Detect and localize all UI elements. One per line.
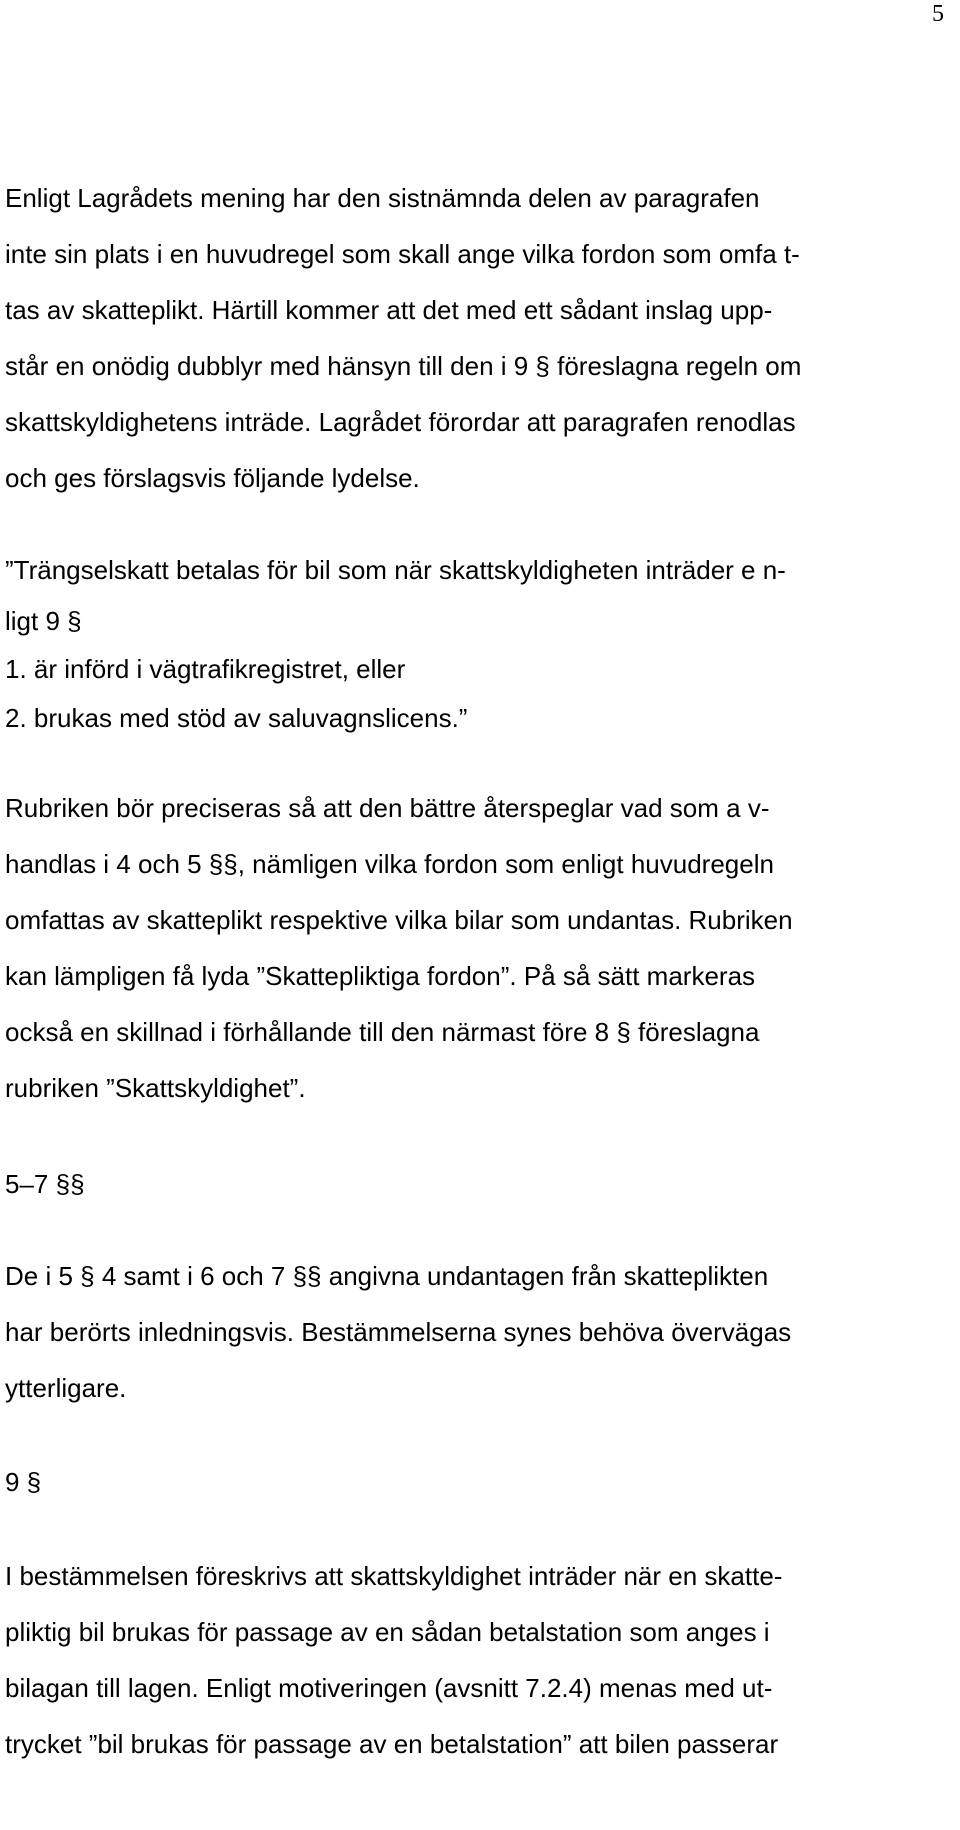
list-item: 1. är införd i vägtrafikregistret, eller: [5, 654, 406, 684]
paragraph: [5, 1248, 955, 1416]
section-heading: [5, 1454, 955, 1510]
document-body: [5, 170, 955, 1772]
text-line: rubriken ”Skattskyldighet”.: [5, 1073, 306, 1103]
text-line: trycket ”bil brukas för passage av en betalstation” att bilen passerar: [5, 1729, 779, 1759]
text-line: omfattas av skatteplikt respektive vilka bilar som undantas. Rubriken: [5, 905, 793, 935]
paragraph-gap: [5, 1212, 955, 1248]
section-heading: [5, 1156, 955, 1212]
text-line: I bestämmelsen föreskrivs att skattskyldighet inträder när en skatte-: [5, 1561, 783, 1591]
text-line: inte sin plats i en huvudregel som skall ange vilka fordon som omfa t-: [5, 239, 800, 269]
paragraph-gap: [5, 1510, 955, 1548]
text-line: De i 5 § 4 samt i 6 och 7 §§ angivna undantagen från skatteplikten: [5, 1261, 769, 1291]
paragraph-gap: [5, 506, 955, 542]
text-line: och ges förslagsvis följande lydelse.: [5, 463, 420, 493]
paragraph: [5, 780, 955, 1116]
text-line: bilagan till lagen. Enligt motiveringen (avsnitt 7.2.4) menas med ut-: [5, 1673, 773, 1703]
text-line: ytterligare.: [5, 1373, 127, 1403]
text-line: ”Trängselskatt betalas för bil som när skattskyldigheten inträder e n-: [5, 555, 786, 585]
text-line: pliktig bil brukas för passage av en sådan betalstation som anges i: [5, 1617, 770, 1647]
text-line: skattskyldighetens inträde. Lagrådet förordar att paragrafen renodlas: [5, 407, 796, 437]
text-line: handlas i 4 och 5 §§, nämligen vilka fordon som enligt huvudregeln: [5, 849, 774, 879]
paragraph: [5, 1548, 955, 1772]
section-heading-text: 9 §: [5, 1467, 42, 1497]
quoted-paragraph: [5, 542, 955, 743]
text-line: står en onödig dubblyr med hänsyn till den i 9 § föreslagna regeln om: [5, 351, 802, 381]
text-line: kan lämpligen få lyda ”Skattepliktiga fordon”. På så sätt markeras: [5, 961, 756, 991]
paragraph-gap: [5, 1416, 955, 1454]
paragraph-gap: [5, 1116, 955, 1156]
text-line: Rubriken bör preciseras så att den bättre återspeglar vad som a v-: [5, 793, 770, 823]
paragraph: [5, 170, 955, 506]
text-line: också en skillnad i förhållande till den närmast före 8 § föreslagna: [5, 1017, 760, 1047]
paragraph-gap: [5, 743, 955, 780]
list-item: 2. brukas med stöd av saluvagnslicens.”: [5, 703, 468, 733]
text-line: ligt 9 §: [5, 606, 82, 636]
text-line: har berörts inledningsvis. Bestämmelserna synes behöva övervägas: [5, 1317, 792, 1347]
text-line: tas av skatteplikt. Härtill kommer att det med ett sådant inslag upp-: [5, 295, 773, 325]
section-heading-text: 5–7 §§: [5, 1169, 85, 1199]
page-number: 5: [932, 1, 944, 27]
text-line: Enligt Lagrådets mening har den sistnämnda delen av paragrafen: [5, 183, 760, 213]
